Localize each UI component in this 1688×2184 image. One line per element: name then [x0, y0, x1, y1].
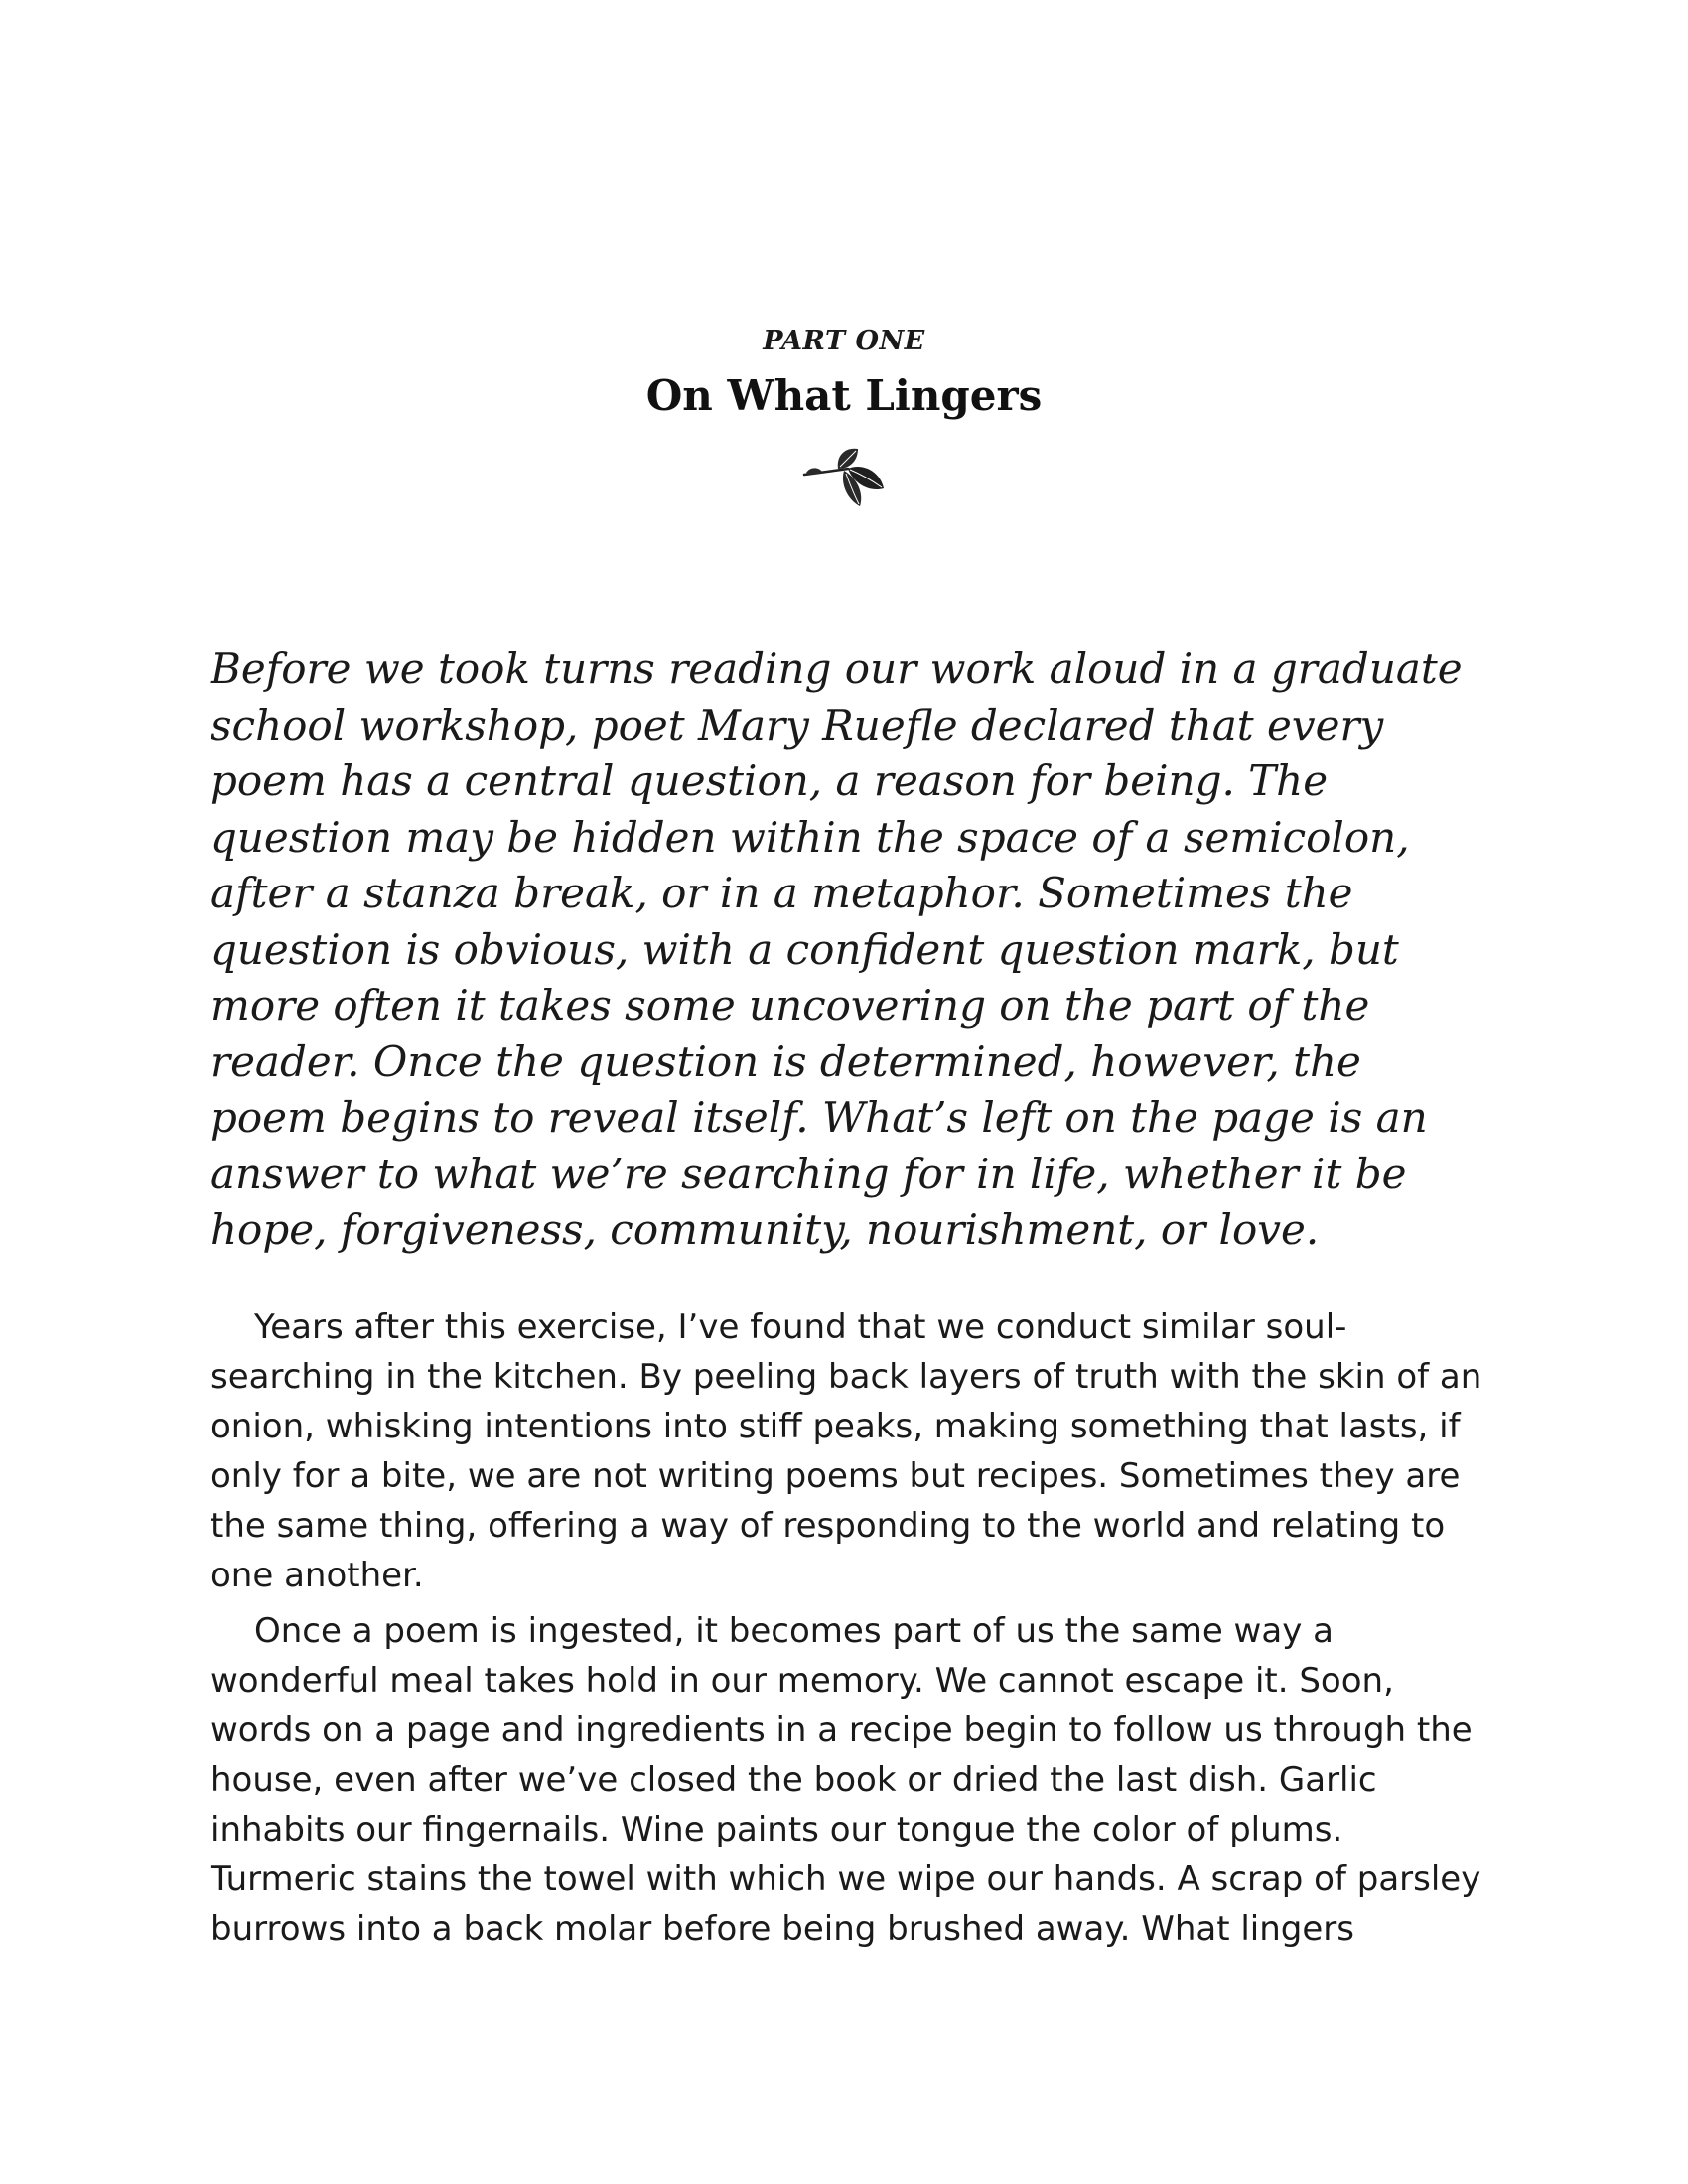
body-text [211, 1302, 1491, 1960]
epigraph: Before we took turns reading our work aloud in a graduate school workshop, poet Mary Ruefle declared that every poem has a central question, a reason for being. The question may be hidden within the space of a semicolon, after a stanza break, or in a metaphor. Sometimes the question is obvious, with a confident question mark, but more often it takes some uncovering on the part of the reader. Once the question is determined, however, the poem begins to reveal itself. What’s left on the page is an answer to what we’re searching for in life, whether it be hope, forgiveness, community, nourishment, or love. [211, 644, 1463, 1254]
paragraph: Once a poem is ingested, it becomes part of us the same way a wonderful meal takes hold in our memory. We cannot escape it. Soon, words on a page and ingredients in a recipe begin to follow us through the house, even after we’ve closed the book or dried the last dish. Garlic inhabits our fingernails. Wine paints our tongue the color of plums. Turmeric stains the towel with which we wipe our hands. A scrap of parsley burrows into a back molar before being brushed away. What lingers [211, 1611, 1481, 1949]
chapter-title: On What Lingers [645, 371, 1043, 420]
leaf-sprig-icon [800, 445, 890, 508]
paragraph: Years after this exercise, I’ve found that we conduct similar soul-searching in the kitchen. By peeling back layers of truth with the skin of an onion, whisking intentions into stiff peaks, making something that lasts, if only for a bite, we are not writing poems but recipes. Sometimes they are the same thing, offering a way of responding to the world and relating to one another. [211, 1307, 1482, 1595]
part-label: PART ONE [763, 326, 925, 356]
